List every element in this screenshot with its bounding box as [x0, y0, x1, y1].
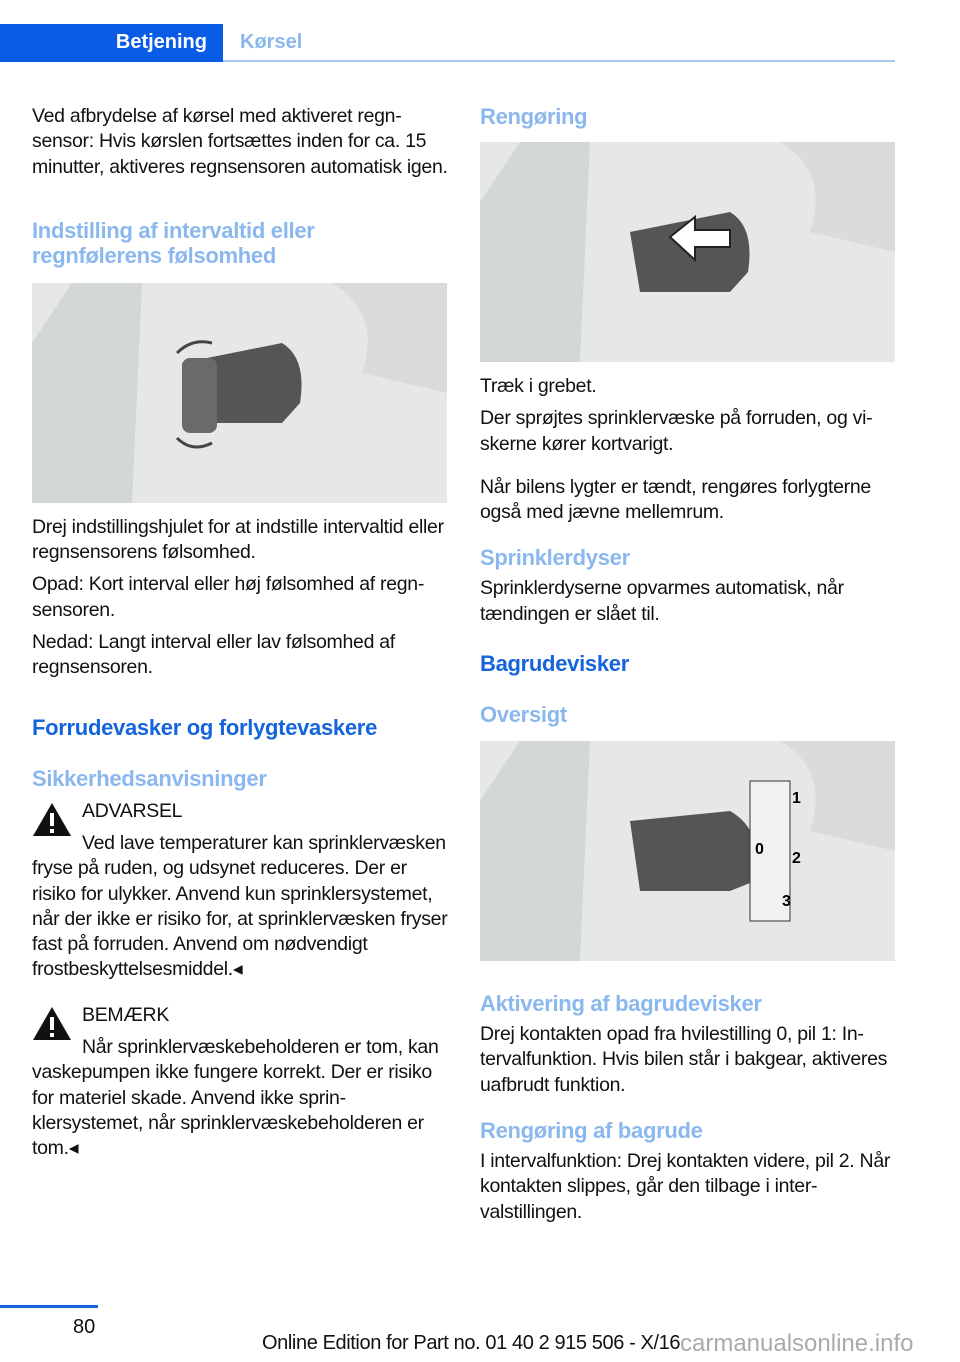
warning-triangle-icon	[32, 1005, 72, 1041]
arrow-label-1: 1	[792, 790, 801, 808]
heading-activate: Aktivering af bagrudevisker	[480, 991, 762, 1017]
warning-title: ADVARSEL	[82, 799, 183, 822]
paragraph-rear-clean: I intervalfunktion: Drej kontakten videre, pil 2. Når kontakten slippes, går den tilbage i intervalstillingen.	[480, 1149, 891, 1223]
heading-overview: Oversigt	[480, 702, 567, 728]
notice-block	[32, 1003, 448, 1028]
heading-safety: Sikkerhedsanvisninger	[32, 765, 267, 791]
heading-interval: Indstilling af intervaltid eller regnfølerens følsomhed	[32, 217, 315, 268]
paragraph-spray: Der sprøjtes sprinklervæske på forruden, og viskerne kører kortvarigt.	[480, 407, 873, 455]
paragraph-turn-wheel: Drej indstillingshjulet for at indstille intervaltid eller regnsensorens følsomhed.	[32, 515, 444, 564]
stalk-pull-illustration	[480, 142, 895, 362]
edition-text: Online Edition for Part no. 01 40 2 915 506 - X/16	[262, 1332, 681, 1354]
arrow-label-2: 2	[792, 850, 801, 868]
heading-cleaning: Rengøring	[480, 104, 588, 129]
paragraph-activate: Drej kontakten opad fra hvilestilling 0, pil 1: Intervalfunktion. Hvis bilen står i bakgear, aktiveres uafbrudt funktion.	[480, 1023, 888, 1096]
paragraph-up: Opad: Kort interval eller høj følsomhed af regnsensoren.	[32, 573, 425, 621]
notice-title: BEMÆRK	[82, 1003, 170, 1026]
paragraph-headlights: Når bilens lygter er tændt, rengøres forlygterne også med jævne mellemrum.	[480, 475, 871, 524]
warning-block	[32, 799, 448, 824]
arrow-label-3: 3	[782, 893, 791, 911]
watermark: carmanualsonline.info	[680, 1330, 914, 1357]
notice-text: Når sprinklervæskebeholderen er tom, kan vaskepumpen ikke fungere korrekt. Der er risiko for materiel skade. Anvend ikke sprinklersystemet, når sprinklervæskebeholderen er tom.◂	[32, 1036, 439, 1160]
page-number: 80	[73, 1316, 96, 1338]
heading-nozzles: Sprinklerdyser	[480, 545, 630, 571]
stalk-wheel-illustration	[32, 283, 447, 503]
footer-rule	[0, 1305, 98, 1308]
position-label-0: 0	[755, 841, 764, 859]
tab-betjening[interactable]: Betjening	[0, 24, 223, 62]
paragraph-nozzles: Sprinklerdyserne opvarmes automatisk, når tændingen er slået til.	[480, 577, 844, 625]
heading-rear-wiper: Bagrudevisker	[480, 651, 629, 677]
tab-korsel[interactable]: Kørsel	[240, 31, 303, 53]
heading-washer: Forrudevasker og forlygtevaskere	[32, 714, 377, 740]
paragraph-down: Nedad: Langt interval eller lav følsomhed af regnsensoren.	[32, 631, 395, 679]
right-column	[480, 104, 896, 1232]
tab-divider	[223, 60, 895, 62]
warning-text: Ved lave temperaturer kan sprinklervæsken fryse på ruden, og udsynet reduceres. Der er risiko for ulykker. Anvend kun sprinklersystemet, når der ikke er risiko for, at sprinklervæsken fryser fast på forruden. Anvend om nødvendigt frostbeskyttelsesmiddel.◂	[32, 831, 448, 981]
left-column	[32, 104, 448, 1169]
heading-rear-clean: Rengøring af bagrude	[480, 1117, 703, 1143]
paragraph-pull: Træk i grebet.	[480, 375, 597, 397]
rear-wiper-illustration	[480, 741, 895, 961]
warning-triangle-icon	[32, 801, 72, 837]
intro-paragraph: Ved afbrydelse af kørsel med aktiveret regnsensor: Hvis kørslen fortsættes inden for ca. 15 minutter, aktiveres regnsensoren automatisk igen.	[32, 105, 448, 178]
